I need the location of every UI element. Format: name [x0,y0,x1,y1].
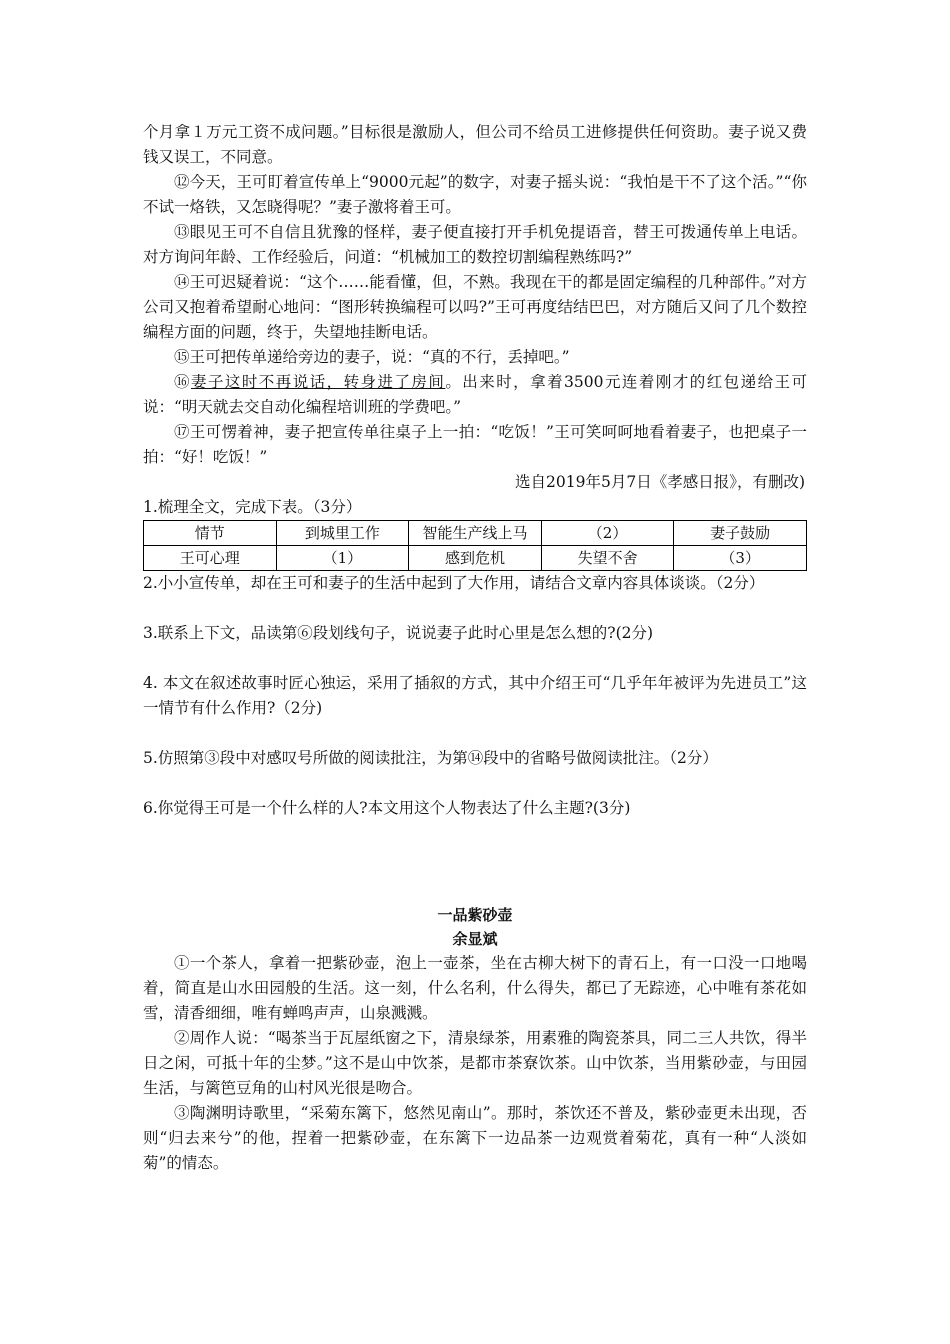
passage-author: 余显斌 [452,930,498,948]
paragraph-16-number: ⑯ [174,373,191,391]
passage-title: 一品紫砂壶 [437,906,513,924]
question-6: 6.你觉得王可是一个什么样的人?本文用这个人物表达了什么主题?(3分) [143,799,631,817]
table-cell: （1） [276,546,409,571]
passage-2 [143,903,807,1176]
question-3: 3.联系上下文，品读第⑥段划线句子，说说妻子此时心里是怎么想的?(2分) [143,624,654,642]
question-2: 2.小小宣传单，却在王可和妻子的生活中起到了大作用，请结合文章内容具体谈谈。（2分） [143,574,765,592]
passage-2-paragraph-3: ③陶渊明诗歌里，“采菊东篱下，悠然见南山”。那时，茶饮还不普及，紫砂壶更未出现，否则“归去来兮”的他，捏着一把紫砂壶，在东篱下一边品茶一边观赏着菊花，真有一种“人淡如菊”的情态。 [143,1104,807,1172]
passage-2-paragraph-2: ②周作人说：“喝茶当于瓦屋纸窗之下，清泉绿茶，用素雅的陶瓷茶具，同二三人共饮，得半日之闲，可抵十年的尘梦。”这不是山中饮茶，是都市茶寮饮茶。山中饮茶，当用紫砂壶，与田园生活，与篱笆豆角的山村风光很是吻合。 [143,1029,807,1097]
paragraph-14: ⑭王可迟疑着说：“这个……能看懂，但，不熟。我现在干的都是固定编程的几种部件。”对方公司又抱着希望耐心地问：“图形转换编程可以吗?”王可再度结结巴巴，对方随后又问了几个数控编程方面的问题，终于，失望地挂断电话。 [143,273,807,341]
paragraph-17: ⑰王可愣着神，妻子把宣传单往桌子上一拍：“吃饭！”王可笑呵呵地看着妻子，也把桌子一拍：“好！吃饭！” [143,423,807,466]
table-cell: 感到危机 [409,546,542,571]
table-row [144,546,807,571]
paragraph-12: ⑫今天，王可盯着宣传单上“9000元起”的数字，对妻子摇头说：“我怕是干不了这个活。”“你不试一烙铁，又怎晓得呢？”妻子激将着王可。 [143,173,807,216]
question-4: 4. 本文在叙述故事时匠心独运，采用了插叙的方式，其中介绍王可“几乎年年被评为先进员工”这一情节有什么作用?（2分) [143,674,807,717]
paragraph-16-rest: 。出来时，拿着3500元连着刚才的红包递给王可说：“明天就去交自动化编程培训班的学费吧。” [143,373,807,416]
table-cell: （2） [541,521,674,546]
answer-space [143,771,807,796]
document-page [143,120,807,1176]
question-5: 5.仿照第③段中对感叹号所做的阅读批注，为第⑭段中的省略号做阅读批注。（2分） [143,749,718,767]
questions [143,495,807,821]
paragraph-16 [143,370,807,420]
table-cell: （3） [674,546,807,571]
table-cell: 王可心理 [144,546,277,571]
question-1: 1.梳理全文，完成下表。（3分） [143,498,362,516]
summary-table [143,520,807,571]
underlined-sentence: 妻子这时不再说话，转身进了房间 [190,373,446,391]
paragraph-11-end: 个月拿１万元工资不成问题。”目标很是激励人，但公司不给员工进修提供任何资助。妻子说又费钱又误工，不同意。 [143,123,807,166]
table-cell: 情节 [144,521,277,546]
paragraph-15: ⑮王可把传单递给旁边的妻子，说：“真的不行，丢掉吧。” [174,348,570,366]
passage-2-paragraph-1: ①一个茶人，拿着一把紫砂壶，泡上一壶茶，坐在古柳大树下的青石上，有一口没一口地喝着，简直是山水田园般的生活。这一刻，什么名利，什么得失，都已了无踪迹，心中唯有茶花如雪，清香细细，唯有蝉鸣声声，山泉溅溅。 [143,954,807,1022]
table-row [144,521,807,546]
answer-space [143,646,807,671]
table-cell: 失望不舍 [541,546,674,571]
table-cell: 到城里工作 [276,521,409,546]
section-gap [143,821,807,903]
source-citation: 选自2019年5月7日《孝感日报》，有删改) [515,473,805,491]
table-cell: 智能生产线上马 [409,521,542,546]
answer-space [143,596,807,621]
answer-space [143,721,807,746]
table-cell: 妻子鼓励 [674,521,807,546]
passage-1 [143,120,807,495]
paragraph-13: ⑬眼见王可不自信且犹豫的怪样，妻子便直接打开手机免提语音，替王可拨通传单上电话。对方询问年龄、工作经验后，问道：“机械加工的数控切割编程熟练吗?” [143,223,807,266]
